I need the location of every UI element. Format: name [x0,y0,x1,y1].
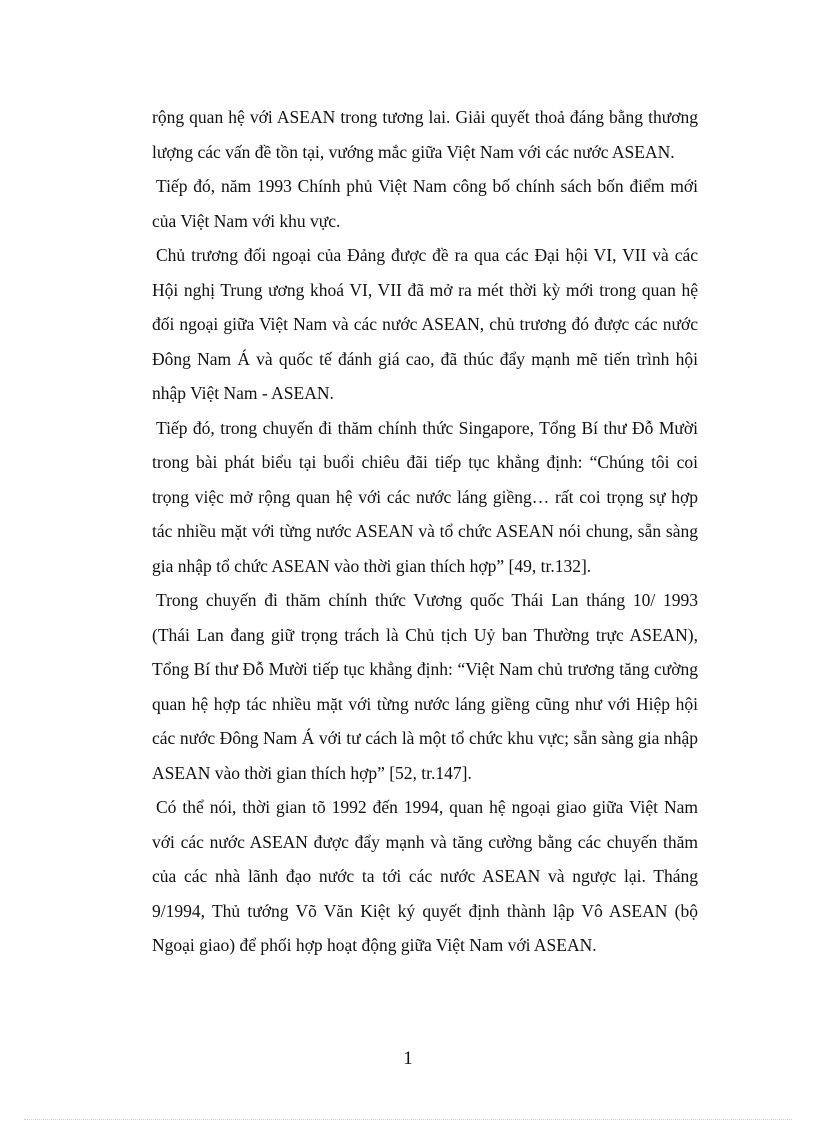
document-body [152,100,698,963]
paragraph: Trong chuyến đi thăm chính thức Vương quốc Thái Lan tháng 10/ 1993 (Thái Lan đang giữ trọng trách là Chủ tịch Uỷ ban Thường trực ASEAN), Tổng Bí thư Đỗ Mười tiếp tục khẳng định: “Việt Nam chủ trương tăng cường quan hệ hợp tác nhiều mặt với từng nước láng giềng cũng như với Hiệp hội các nước Đông Nam Á với tư cách là một tổ chức khu vực; sẵn sàng gia nhập ASEAN vào thời gian thích hợp” [52, tr.147]. [152,590,698,783]
paragraph: Tiếp đó, trong chuyến đi thăm chính thức Singapore, Tổng Bí thư Đỗ Mười trong bài phát biểu tại buổi chiêu đãi tiếp tục khẳng định: “Chúng tôi coi trọng việc mở rộng quan hệ với các nước láng giềng… rất coi trọng sự hợp tác nhiều mặt với từng nước ASEAN và tổ chức ASEAN nói chung, sẵn sàng gia nhập tổ chức ASEAN vào thời gian thích hợp” [49, tr.132]. [152,417,698,576]
paragraph: Tiếp đó, năm 1993 Chính phủ Việt Nam công bố chính sách bốn điểm mới của Việt Nam với khu vực. [152,176,698,231]
page-number: 1 [403,1048,413,1069]
page-bottom-divider [24,1119,792,1120]
paragraph: Có thể nói, thời gian tõ 1992 đến 1994, quan hệ ngoại giao giữa Việt Nam với các nước ASEAN được đẩy mạnh và tăng cường bằng các chuyến thăm của các nhà lãnh đạo nước ta tới các nước ASEAN và ngược lại. Tháng 9/1994, Thủ tướng Võ Văn Kiệt ký quyết định thành lập Vô ASEAN (bộ Ngoại giao) để phối hợp hoạt động giữa Việt Nam với ASEAN. [152,797,698,955]
paragraph: Chủ trương đối ngoại của Đảng được đề ra qua các Đại hội VI, VII và các Hội nghị Trung ương khoá VI, VII đã mở ra mét thời kỳ mới trong quan hệ đối ngoại giữa Việt Nam và các nước ASEAN, chủ trương đó được các nước Đông Nam Á và quốc tế đánh giá cao, đã thúc đẩy mạnh mẽ tiến trình hội nhập Việt Nam - ASEAN. [152,245,698,403]
paragraph-continuation: rộng quan hệ với ASEAN trong tương lai. Giải quyết thoả đáng bằng thương lượng các vấn đề tồn tại, vướng mắc giữa Việt Nam với các nước ASEAN. [152,107,698,162]
